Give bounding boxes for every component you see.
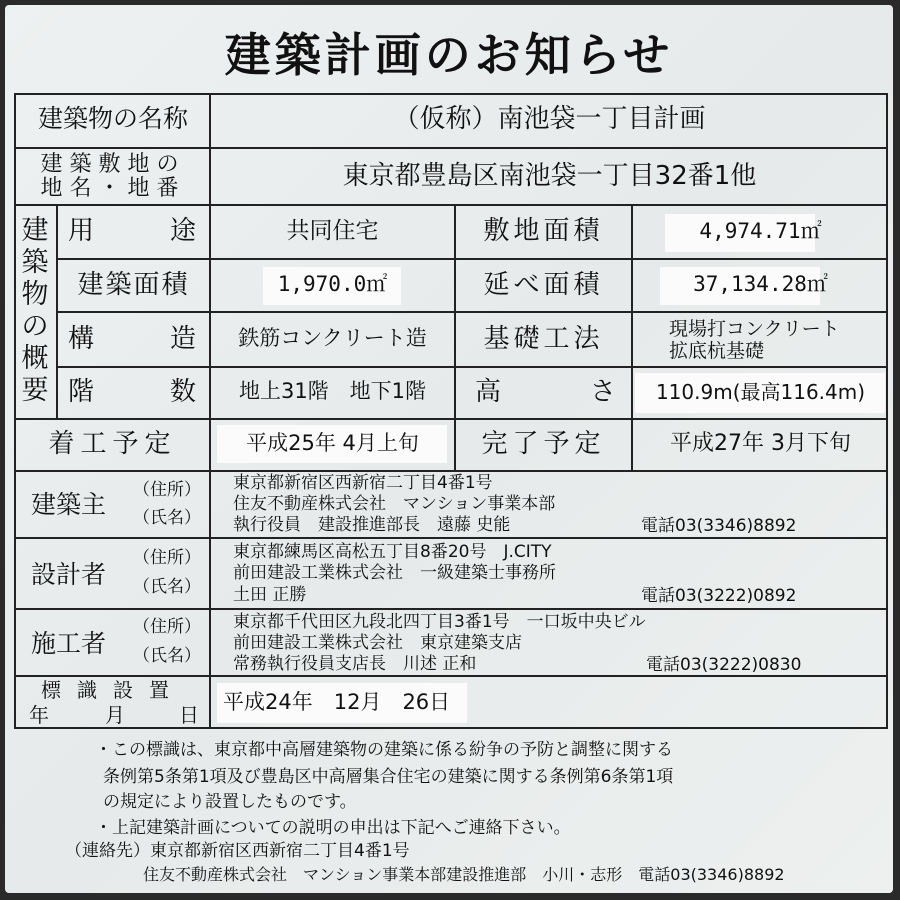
designer-line2: 前田建設工業株式会社 一級建築士事務所 (233, 563, 556, 583)
floors-label-a: 階 (68, 377, 95, 407)
posting-label-line1: 標識設置 (41, 678, 185, 702)
foundation-value-line2: 拡底杭基礎 (669, 340, 765, 362)
use-value: 共同住宅 (286, 218, 379, 244)
note-line1: ・この標識は、東京都中高層建築物の建築に係る紛争の予防と調整に関する (95, 740, 673, 760)
contractor-line1: 東京都千代田区九段北四丁目3番1号 一口坂中央ビル (233, 612, 646, 632)
height-label-a: 高 (475, 377, 502, 407)
owner-line2: 住友不動産株式会社 マンション事業本部 (233, 494, 556, 514)
owner-sub-name: （氏名） (133, 508, 201, 528)
contractor-phone: 電話03(3222)0830 (646, 655, 802, 675)
sign-title: 建築計画のお知らせ (224, 28, 674, 82)
building-name-value: （仮称）南池袋一丁目計画 (393, 104, 706, 134)
designer-line1: 東京都練馬区高松五丁目8番20号 J.CITY (233, 542, 552, 562)
use-label-a: 用 (68, 216, 95, 246)
foundation-label: 基礎工法 (483, 324, 604, 354)
start-label: 着工予定 (48, 429, 177, 459)
floor-area-label: 延べ面積 (483, 270, 604, 300)
designer-line3: 土田 正勝 (233, 585, 307, 605)
note-line4: ・上記建築計画についての説明の申出は下記へご連絡下さい。 (95, 818, 571, 838)
contact-line2: 住友不動産株式会社 マンション事業本部建設推進部 小川・志形 電話03(3346)8892 (143, 865, 785, 884)
sign-board (5, 5, 893, 893)
posting-label-month: 月 (105, 703, 125, 727)
owner-line3: 執行役員 建設推進部長 遠藤 史能 (233, 515, 511, 535)
contractor-label: 施工者 (31, 629, 107, 658)
height-label-b: さ (590, 377, 617, 407)
contractor-sub-address: （住所） (133, 617, 201, 637)
contractor-line3: 常務執行役員支店長 川述 正和 (233, 654, 477, 674)
designer-sub-address: （住所） (133, 548, 201, 568)
posting-label-year: 年 (29, 703, 49, 727)
structure-label-a: 構 (68, 324, 95, 354)
posting-label-day: 日 (179, 703, 199, 727)
building-name-label: 建築物の名称 (37, 104, 188, 133)
note-line3: の規定により設置したものです。 (103, 792, 357, 812)
structure-label-b: 造 (170, 324, 197, 354)
building-area-label: 建築面積 (77, 270, 190, 300)
owner-phone: 電話03(3346)8892 (641, 516, 797, 536)
designer-phone: 電話03(3222)0892 (641, 586, 797, 606)
site-area-value: 4,974.71㎡ (699, 219, 822, 243)
floors-value: 地上31階 地下1階 (238, 379, 427, 403)
note-line2: 条例第5条第1項及び豊島区中高層集合住宅の建築に関する条例第6条第1項 (103, 767, 674, 787)
end-value: 平成27年 3月下旬 (670, 431, 851, 456)
owner-line1: 東京都新宿区西新宿二丁目4番1号 (233, 473, 493, 493)
contact-line1: （連絡先）東京都新宿区西新宿二丁目4番1号 (65, 841, 410, 861)
site-label-line2: 地名・地番 (40, 176, 186, 201)
building-area-value: 1,970.0㎡ (277, 272, 388, 296)
posting-date-value: 平成24年 12月 26日 (223, 690, 451, 714)
overview-side-label: 建 築 物 の 概 要 (21, 215, 49, 406)
end-label: 完了予定 (481, 429, 606, 459)
site-address-value: 東京都豊島区南池袋一丁目32番1他 (342, 161, 757, 191)
start-value: 平成25年 4月上旬 (246, 431, 419, 455)
foundation-value-line1: 現場打コンクリート (669, 318, 840, 340)
site-area-label: 敷地面積 (483, 216, 604, 246)
contractor-line2: 前田建設工業株式会社 東京建築支店 (233, 633, 522, 653)
owner-sub-address: （住所） (133, 480, 201, 500)
site-label-line1: 建築敷地の (40, 152, 186, 177)
contractor-sub-name: （氏名） (133, 646, 201, 666)
floors-label-b: 数 (170, 377, 197, 407)
owner-label: 建築主 (31, 490, 107, 519)
designer-sub-name: （氏名） (133, 577, 201, 597)
designer-label: 設計者 (31, 560, 107, 589)
structure-value: 鉄筋コンクリート造 (238, 326, 427, 350)
height-value: 110.9m(最高116.4m) (655, 380, 866, 404)
use-label-b: 途 (170, 216, 197, 246)
floor-area-value: 37,134.28㎡ (693, 272, 828, 296)
